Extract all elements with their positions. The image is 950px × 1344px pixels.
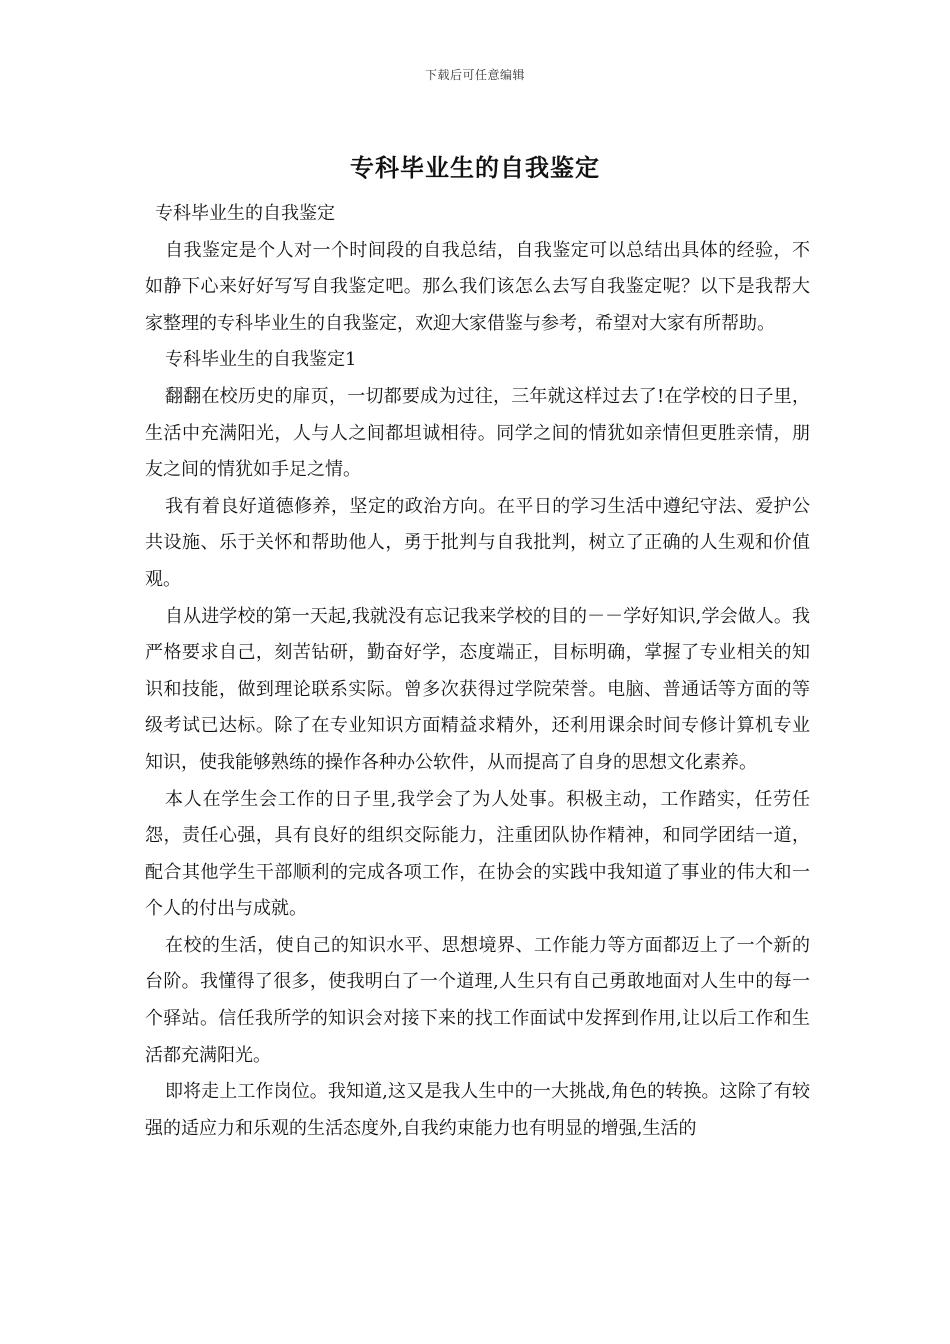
body-paragraph: 翻翻在校历史的扉页，一切都要成为过往，三年就这样过去了!在学校的日子里，生活中充满阳光，人与人之间都坦诚相待。同学之间的情犹如亲情但更胜亲情，朋友之间的情犹如手足之情。 — [145, 385, 810, 481]
body-paragraph: 在校的生活，使自己的知识水平、思想境界、工作能力等方面都迈上了一个新的台阶。我懂得了很多，使我明白了一个道理,人生只有自己勇敢地面对人生中的每一个驿站。信任我所学的知识会对接下来的找工作面试中发挥到作用,让以后工作和生活都充满阳光。 — [145, 934, 810, 1066]
document-title: 专科毕业生的自我鉴定 — [350, 153, 600, 182]
section-heading: 专科毕业生的自我鉴定1 — [165, 349, 357, 371]
body-paragraph: 本人在学生会工作的日子里,我学会了为人处事。积极主动，工作踏实，任劳任怨，责任心强，具有良好的组织交际能力，注重团队协作精神，和同学团结一道，配合其他学生干部顺利的完成各项工作，在协会的实践中我知道了事业的伟大和一个人的付出与成就。 — [145, 788, 810, 920]
body-paragraph: 自从进学校的第一天起,我就没有忘记我来学校的目的－－学好知识,学会做人。我严格要求自己，刻苦钻研，勤奋好学，态度端正，目标明确，掌握了专业相关的知识和技能，做到理论联系实际。曾多次获得过学院荣誉。电脑、普通话等方面的等级考试已达标。除了在专业知识方面精益求精外，还利用课余时间专修计算机专业知识，使我能够熟练的操作各种办公软件，从而提高了自身的思想文化素养。 — [145, 605, 810, 773]
header-note: 下载后可任意编辑 — [424, 68, 525, 82]
document-body — [145, 196, 810, 1147]
body-paragraph: 即将走上工作岗位。我知道,这又是我人生中的一大挑战,角色的转换。这除了有较强的适应力和乐观的生活态度外,自我约束能力也有明显的增强,生活的 — [145, 1081, 810, 1139]
intro-paragraph: 自我鉴定是个人对一个时间段的自我总结，自我鉴定可以总结出具体的经验，不如静下心来好好写写自我鉴定吧。那么我们该怎么去写自我鉴定呢？以下是我帮大家整理的专科毕业生的自我鉴定，欢迎大家借鉴与参考，希望对大家有所帮助。 — [145, 239, 810, 334]
body-paragraph: 我有着良好道德修养，坚定的政治方向。在平日的学习生活中遵纪守法、爱护公共设施、乐于关怀和帮助他人，勇于批判与自我批判，树立了正确的人生观和价值观。 — [145, 495, 810, 590]
document-subtitle: 专科毕业生的自我鉴定 — [155, 203, 335, 224]
